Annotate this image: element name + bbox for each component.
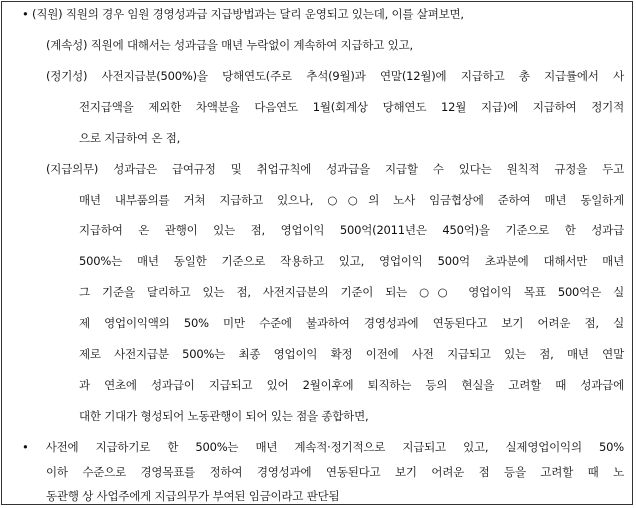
conclusion-line-1: • 사전에 지급하기로 한 500%는 매년 계속적·정기적으로 지급되고 있고, 실제영업이익의 50% bbox=[22, 440, 624, 454]
paragraph-obligation-line-4: 500%는 매년 동일한 기준으로 작용하고 있고, 영업이익 500억 초과분에 대해서만 매년 bbox=[79, 254, 624, 268]
paragraph-continuity: (계속성) 직원에 대해서는 성과급을 매년 누락없이 계속하여 지급하고 있고, bbox=[46, 38, 413, 52]
paragraph-obligation-line-2: 매년 내부품의를 거쳐 지급하고 있으나, ○○의 노사 임금협상에 준하여 매년 동일하게 bbox=[79, 193, 624, 207]
paragraph-obligation-line-5: 그 기준을 달리하고 있는 점, 사전지급분의 기준이 되는 ○○ 영업이익 목표 500억은 실 bbox=[79, 285, 624, 299]
paragraph-regularity-line-1: (정기성) 사전지급분(500%)을 당해연도(주로 추석(9월)과 연말(12월)에 지급하고 총 지급률에서 사 bbox=[46, 69, 624, 83]
conclusion-line-2: 이하 수준으로 경영목표를 정하여 경영성과에 연동된다고 보기 어려운 점 등을 고려할 때 노 bbox=[46, 465, 624, 479]
paragraph-regularity-line-3: 으로 지급하여 온 점, bbox=[79, 131, 181, 145]
paragraph-obligation-line-7: 제로 사전지급분 500%는 최종 영업이익 확정 이전에 사전 지급되고 있는 점, 매년 연말 bbox=[79, 347, 624, 361]
paragraph-obligation-line-3: 지급하여 온 관행이 있는 점, 영업이익 500억(2011년은 450억)을 기준으로 한 성과급 bbox=[79, 223, 624, 237]
paragraph-obligation-line-6: 제 영업이익액의 50% 미만 수준에 불과하여 경영성과에 연동된다고 보기 어려운 점, 실 bbox=[79, 316, 624, 330]
paragraph-employee-intro: • (직원) 직원의 경우 임원 경영성과급 지급방법과는 달리 운영되고 있는데, 이를 살펴보면, bbox=[22, 7, 464, 21]
conclusion-line-3: 동관행 상 사업주에게 지급의무가 부여된 임금이라고 판단됨 bbox=[46, 489, 340, 503]
paragraph-obligation-line-1: (지급의무) 성과급은 급여규정 및 취업규칙에 성과급을 지급할 수 있다는 원칙적 규정을 두고 bbox=[46, 162, 624, 176]
paragraph-obligation-line-8: 과 연초에 성과급이 지급되고 있어 2월이후에 퇴직하는 등의 현실을 고려할 때 성과급에 bbox=[79, 378, 624, 392]
paragraph-regularity-line-2: 전지급액을 제외한 차액분을 다음연도 1월(회계상 당해연도 12월 지급)에 지급하여 정기적 bbox=[79, 100, 624, 114]
paragraph-obligation-line-9: 대한 기대가 형성되어 노동관행이 되어 있는 점을 종합하면, bbox=[79, 409, 369, 423]
